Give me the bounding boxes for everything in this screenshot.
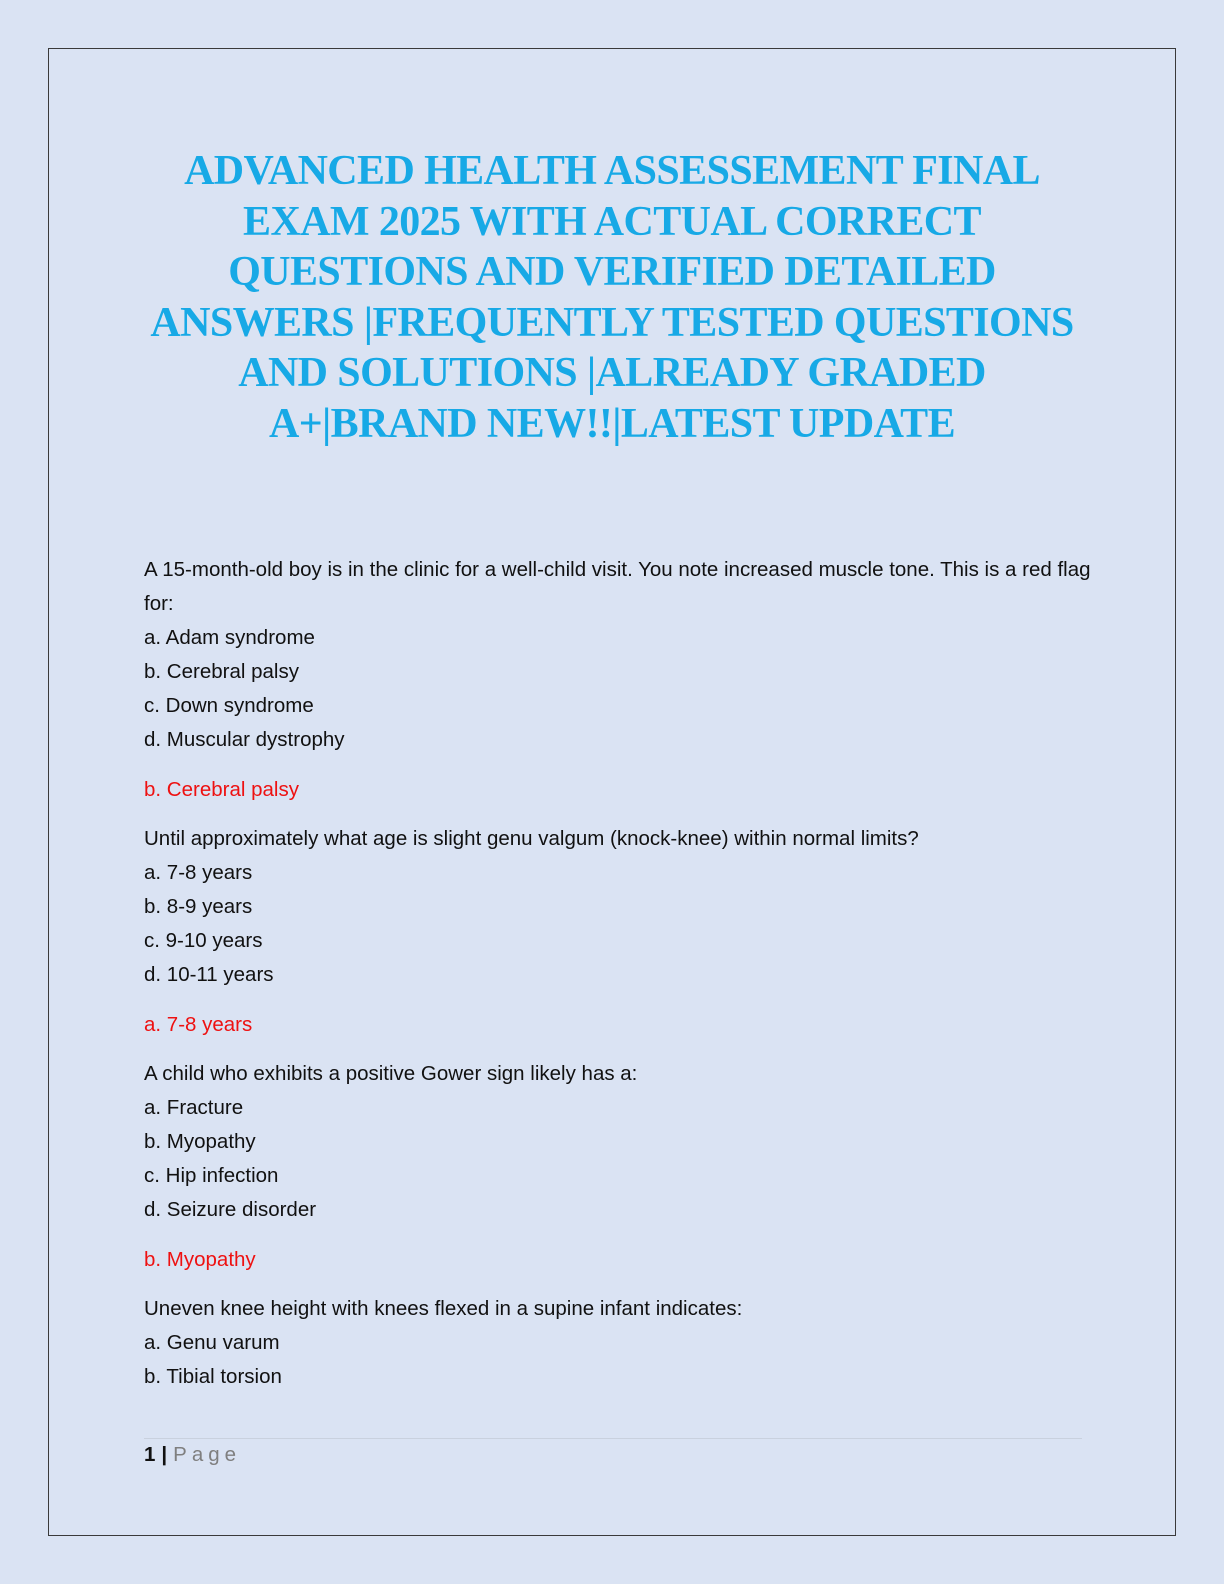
footer-separator: | bbox=[161, 1443, 168, 1466]
answer-option: b. Cerebral palsy bbox=[144, 660, 299, 683]
correct-answer: b. Cerebral palsy bbox=[144, 778, 299, 801]
answer-option: a. 7-8 years bbox=[144, 861, 253, 884]
answer-option: b. 8-9 years bbox=[144, 895, 253, 918]
question-block bbox=[144, 553, 1092, 807]
answer-option: a. Fracture bbox=[144, 1096, 244, 1119]
question-block bbox=[144, 1057, 1092, 1277]
correct-answer: a. 7-8 years bbox=[144, 1013, 253, 1036]
question-block bbox=[144, 822, 1092, 1042]
answer-option: b. Myopathy bbox=[144, 1130, 256, 1153]
answer-option: a. Genu varum bbox=[144, 1331, 280, 1354]
page-number: 1 bbox=[144, 1443, 156, 1466]
document-title: ADVANCED HEALTH ASSESSEMENT FINAL EXAM 2025 WITH ACTUAL CORRECT QUESTIONS AND VERIFIED DETAILED ANSWERS |FREQUENTLY TESTED QUESTIONS AND SOLUTIONS |ALREADY GRADED A+|BRAND NEW!!|LATEST UPDATE bbox=[150, 148, 1074, 447]
answer-option: b. Tibial torsion bbox=[144, 1365, 282, 1388]
page-footer bbox=[144, 1441, 241, 1469]
answer-option: d. Muscular dystrophy bbox=[144, 728, 345, 751]
answer-option: a. Adam syndrome bbox=[144, 626, 315, 649]
answer-option: c. Hip infection bbox=[144, 1164, 279, 1187]
question-text: A 15-month-old boy is in the clinic for a well-child visit. You note increased muscle tone. This is a red flag for: bbox=[144, 558, 1091, 615]
page-label: Page bbox=[173, 1443, 242, 1466]
question-block bbox=[144, 1292, 1092, 1394]
answer-option: d. 10-11 years bbox=[144, 963, 274, 986]
answer-option: c. 9-10 years bbox=[144, 929, 263, 952]
question-text: A child who exhibits a positive Gower sign likely has a: bbox=[144, 1062, 638, 1085]
question-text: Uneven knee height with knees flexed in a supine infant indicates: bbox=[144, 1297, 743, 1320]
document-body bbox=[144, 553, 1092, 1394]
correct-answer: b. Myopathy bbox=[144, 1248, 256, 1271]
answer-option: c. Down syndrome bbox=[144, 694, 314, 717]
footer-divider bbox=[144, 1438, 1082, 1439]
answer-option: d. Seizure disorder bbox=[144, 1198, 317, 1221]
question-text: Until approximately what age is slight genu valgum (knock-knee) within normal limits? bbox=[144, 827, 919, 850]
